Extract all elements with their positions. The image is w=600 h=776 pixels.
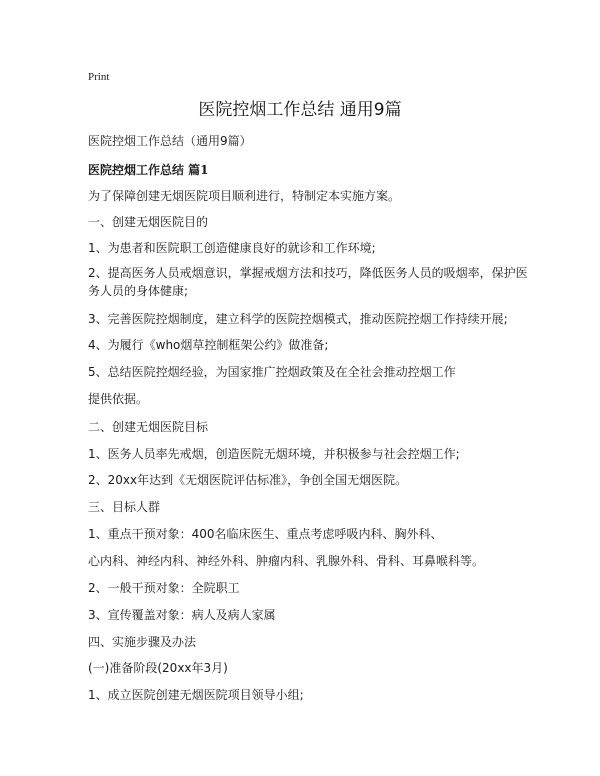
section-heading: 医院控烟工作总结 篇1 [88,163,209,177]
paragraph: 1、成立医院创建无烟医院项目领导小组; [88,688,304,702]
paragraph: (一)准备阶段(20xx年3月) [88,661,228,675]
paragraph: 1、重点干预对象：400名临床医生、重点考虑呼吸内科、胸外科、 [88,527,443,541]
paragraph: 4、为履行《who烟草控制框架公约》做准备; [88,338,329,352]
document-subtitle: 医院控烟工作总结（通用9篇） [88,134,252,148]
paragraph: 2、提高医务人员戒烟意识，掌握戒烟方法和技巧，降低医务人员的吸烟率，保护医务人员的身体健康; [88,266,528,298]
paragraph: 1、医务人员率先戒烟，创造医院无烟环境，并积极参与社会控烟工作; [88,447,460,461]
paragraph: 2、一般干预对象：全院职工 [88,581,240,595]
paragraph: 一、创建无烟医院目的 [88,215,209,229]
print-label: Print [88,71,110,83]
paragraph: 3、完善医院控烟制度，建立科学的医院控烟模式，推动医院控烟工作持续开展; [88,312,508,326]
paragraph: 提供依据。 [88,392,149,406]
paragraph: 二、创建无烟医院目标 [88,420,209,434]
paragraph: 3、宣传覆盖对象：病人及病人家属 [88,608,276,622]
document-title: 医院控烟工作总结 通用9篇 [198,100,402,120]
paragraph: 5、总结医院控烟经验，为国家推广控烟政策及在全社会推动控烟工作 [88,365,456,379]
paragraph: 三、目标人群 [88,500,161,514]
paragraph: 2、20xx年达到《无烟医院评估标准》，争创全国无烟医院。 [88,473,408,487]
paragraph: 心内科、神经内科、神经外科、肿瘤内科、乳腺外科、骨科、耳鼻喉科等。 [88,554,485,568]
paragraph: 四、实施步骤及办法 [88,635,197,649]
paragraph: 1、为患者和医院职工创造健康良好的就诊和工作环境; [88,241,376,255]
paragraph: 为了保障创建无烟医院项目顺利进行，特制定本实施方案。 [88,189,401,203]
